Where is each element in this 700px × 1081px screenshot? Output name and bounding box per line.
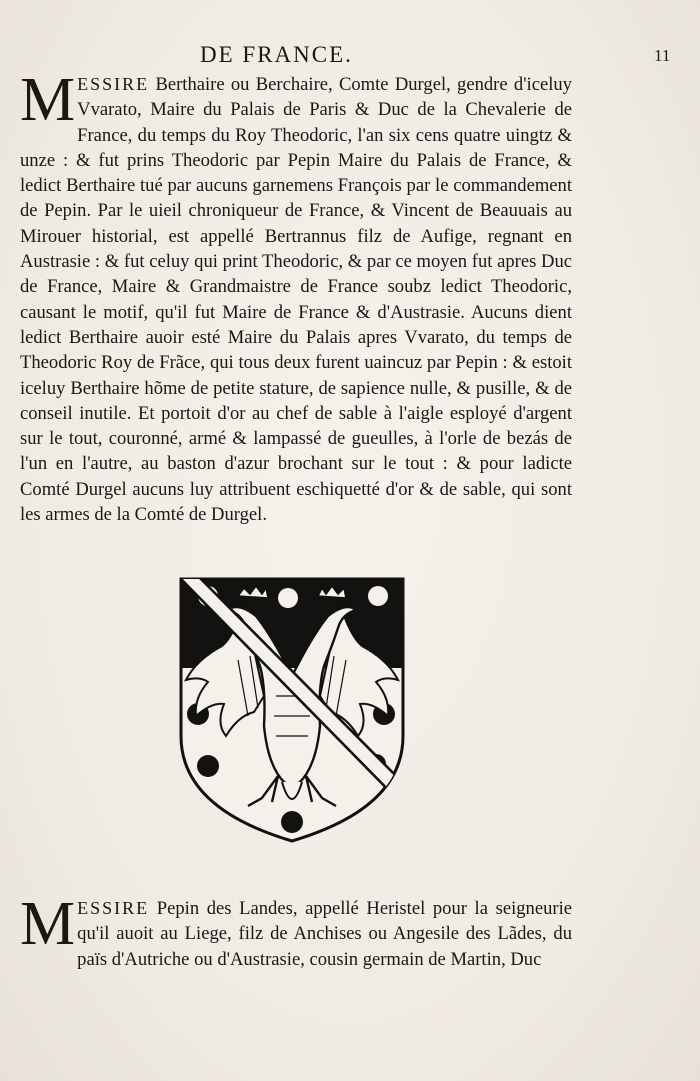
running-title: DE FRANCE. — [200, 42, 353, 67]
entry-paragraph — [20, 890, 572, 972]
coat-of-arms-woodcut — [178, 576, 406, 844]
drop-capital: M — [20, 890, 76, 958]
entry-pepin — [20, 890, 572, 972]
entry-berthaire — [20, 66, 572, 527]
entry-lead-word: ESSIRE — [77, 74, 150, 94]
entry-text: Pepin des Landes, appellé Heristel pour la seigneurie qu'il auoit au Liege, filz de Anchises ou Angesile des Lãdes, du paїs d'Autriche ou d'Austrasie, cousin germain de Martin, Duc — [77, 898, 572, 970]
drop-capital: M — [20, 66, 76, 134]
page-number: 11 — [654, 46, 671, 65]
entry-paragraph — [20, 66, 572, 527]
entry-lead-word: ESSIRE — [77, 898, 150, 918]
running-head — [0, 42, 700, 72]
entry-text: Berthaire ou Berchaire, Comte Durgel, gendre d'iceluy Vvarato, Maire du Palais de Paris & Duc de la Chevalerie de France, du temps du Roy Theodoric, l'an six cens quatre uingtz & unze : & fut prins Theodoric par Pepin Maire du Palais de France, & ledict Berthaire tué par aucuns garnemens François par le commandement de Pepin. Par le uieil chroniqueur de France, & Vincent de Beauuais au Mirouer historial, est appellé Bertrannus filz de Aufige, regnant en Austrasie : & fut celuy qui print Theodoric, & par ce moyen fut apres Duc de France, Maire & Grandmaistre de France soubz ledict Theodoric, causant le motif, qu'il fut Maire de France & d'Austrasie. Aucuns dient ledict Berthaire auoir esté Maire du Palais apres Vvarato, du temps de Theodoric Roy de Frãce, qui tous deux furent uaincuz par Pepin : & estoit iceluy Berthaire hõme de petite stature, de sapience nulle, & pusille, & de conseil inutile. Et portoit d'or au chef de sable à l'aigle esployé d'argent sur le tout, couronné, armé & lampassé de gueulles, à l'orle de bezás de l'un en l'autre, au baston d'azur brochant sur le tout : & pour ladicte Comté Durgel aucuns luy attribuent eschiquetté d'or & de sable, qui sont les armes de la Comté de Durgel. — [20, 74, 572, 526]
